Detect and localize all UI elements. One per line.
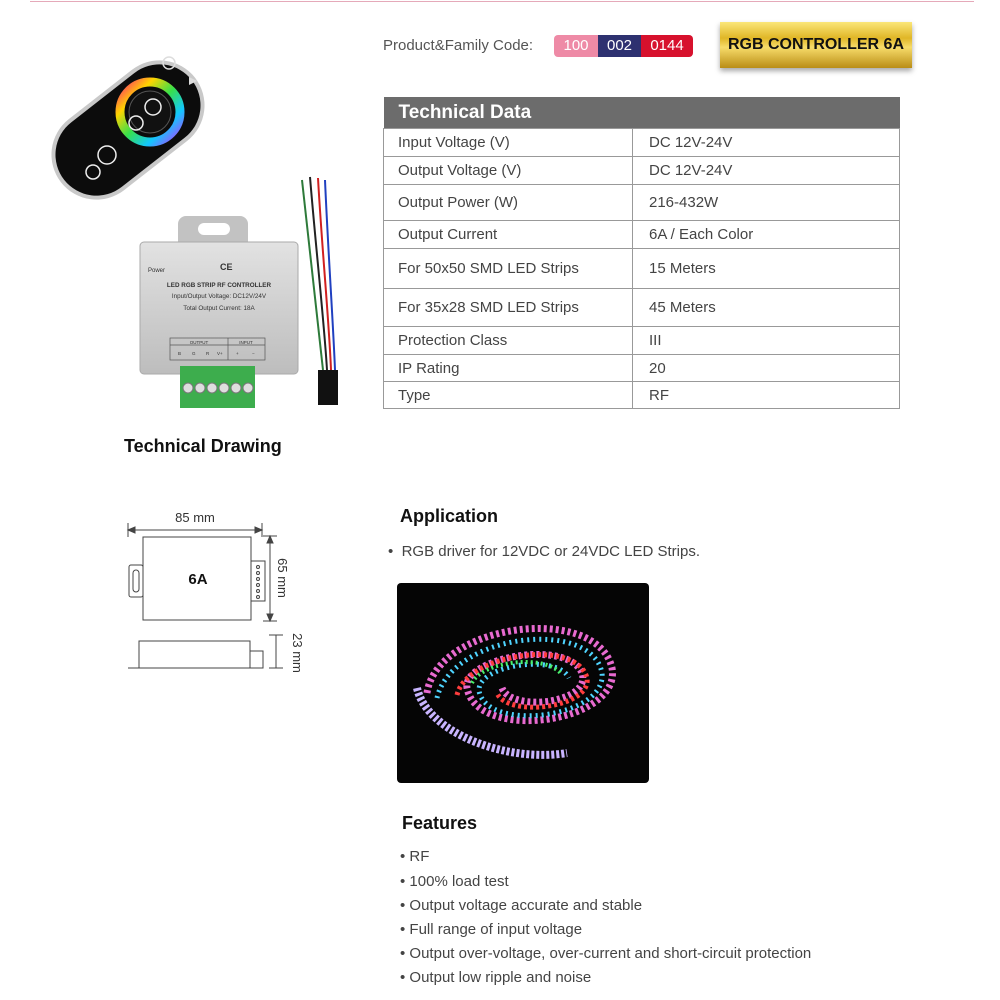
row-label: Type bbox=[384, 382, 633, 409]
product-title-badge: RGB CONTROLLER 6A bbox=[720, 22, 912, 68]
row-value: DC 12V-24V bbox=[633, 129, 900, 157]
feature-item: • RF bbox=[400, 848, 430, 865]
table-title: Technical Data bbox=[384, 97, 900, 129]
terminal-g: G bbox=[192, 351, 196, 356]
feature-text: Full range of input voltage bbox=[409, 921, 583, 938]
height-dimension: 65 mm bbox=[275, 558, 290, 598]
product-code-label: Product&Family Code: bbox=[383, 37, 534, 54]
feature-text: 100% load test bbox=[409, 873, 509, 890]
table-row bbox=[384, 382, 900, 409]
row-value: 20 bbox=[633, 355, 900, 382]
table-row bbox=[384, 289, 900, 327]
feature-item: • 100% load test bbox=[400, 873, 509, 890]
feature-item: • Output low ripple and noise bbox=[400, 969, 592, 986]
feature-text: Output low ripple and noise bbox=[409, 969, 592, 986]
led-strip-photo bbox=[397, 583, 649, 783]
row-value: RF bbox=[633, 382, 900, 409]
feature-item: • Full range of input voltage bbox=[400, 921, 583, 938]
row-label: IP Rating bbox=[384, 355, 633, 382]
table-row bbox=[384, 221, 900, 249]
row-value: III bbox=[633, 327, 900, 355]
controller-box bbox=[140, 216, 298, 408]
row-label: Output Power (W) bbox=[384, 185, 633, 221]
table-row bbox=[384, 185, 900, 221]
width-dimension: 85 mm bbox=[175, 510, 215, 525]
product-code-part-2: 002 bbox=[598, 35, 641, 57]
drawing-center-label: 6A bbox=[188, 571, 208, 588]
product-code-part-1: 100 bbox=[554, 35, 598, 57]
table-row bbox=[384, 355, 900, 382]
feature-text: Output over-voltage, over-current and short-circuit protection bbox=[409, 945, 812, 962]
feature-text: Output voltage accurate and stable bbox=[409, 897, 643, 914]
row-label: Output Current bbox=[384, 221, 633, 249]
technical-drawing-title: Technical Drawing bbox=[124, 436, 282, 456]
feature-item: • Output voltage accurate and stable bbox=[400, 897, 643, 914]
terminal-plus: + bbox=[236, 351, 239, 356]
input-label: INPUT bbox=[239, 340, 253, 345]
row-label: Protection Class bbox=[384, 327, 633, 355]
rgb-cable bbox=[302, 177, 335, 370]
table-row bbox=[384, 157, 900, 185]
row-value: 15 Meters bbox=[633, 249, 900, 289]
terminal-minus: − bbox=[252, 351, 255, 356]
features-title: Features bbox=[402, 813, 478, 833]
row-value: 6A / Each Color bbox=[633, 221, 900, 249]
application-title: Application bbox=[400, 506, 498, 526]
table-row bbox=[384, 249, 900, 289]
technical-drawing bbox=[110, 500, 330, 685]
top-divider bbox=[30, 1, 974, 2]
row-value: 216-432W bbox=[633, 185, 900, 221]
row-label: For 50x50 SMD LED Strips bbox=[384, 249, 633, 289]
row-label: For 35x28 SMD LED Strips bbox=[384, 289, 633, 327]
row-value: 45 Meters bbox=[633, 289, 900, 327]
label-line-2: Input/Output Voltage: DC12V/24V bbox=[171, 293, 267, 300]
table-row bbox=[384, 327, 900, 355]
feature-text: RF bbox=[409, 848, 430, 865]
power-label: Power bbox=[148, 268, 166, 274]
technical-data-table bbox=[383, 97, 900, 409]
row-label: Input Voltage (V) bbox=[384, 129, 633, 157]
depth-dimension: 23 mm bbox=[290, 633, 305, 673]
terminal-b: B bbox=[178, 351, 182, 356]
product-image bbox=[40, 30, 360, 420]
output-label: OUTPUT bbox=[189, 340, 209, 345]
label-line-1: LED RGB STRIP RF CONTROLLER bbox=[166, 282, 272, 289]
table-row bbox=[384, 129, 900, 157]
row-label: Output Voltage (V) bbox=[384, 157, 633, 185]
application-item: • RGB driver for 12VDC or 24VDC LED Strips. bbox=[388, 543, 701, 560]
feature-item: • Output over-voltage, over-current and short-circuit protection bbox=[400, 945, 812, 962]
ce-mark-icon: CE bbox=[220, 262, 233, 272]
terminal-r: R bbox=[206, 351, 210, 356]
label-line-3: Total Output Current: 18A bbox=[183, 305, 255, 312]
product-code-part-3: 0144 bbox=[641, 35, 693, 57]
application-text: RGB driver for 12VDC or 24VDC LED Strips. bbox=[401, 543, 701, 560]
terminal-vplus: V+ bbox=[217, 351, 223, 356]
cable-connector bbox=[318, 370, 338, 405]
row-value: DC 12V-24V bbox=[633, 157, 900, 185]
